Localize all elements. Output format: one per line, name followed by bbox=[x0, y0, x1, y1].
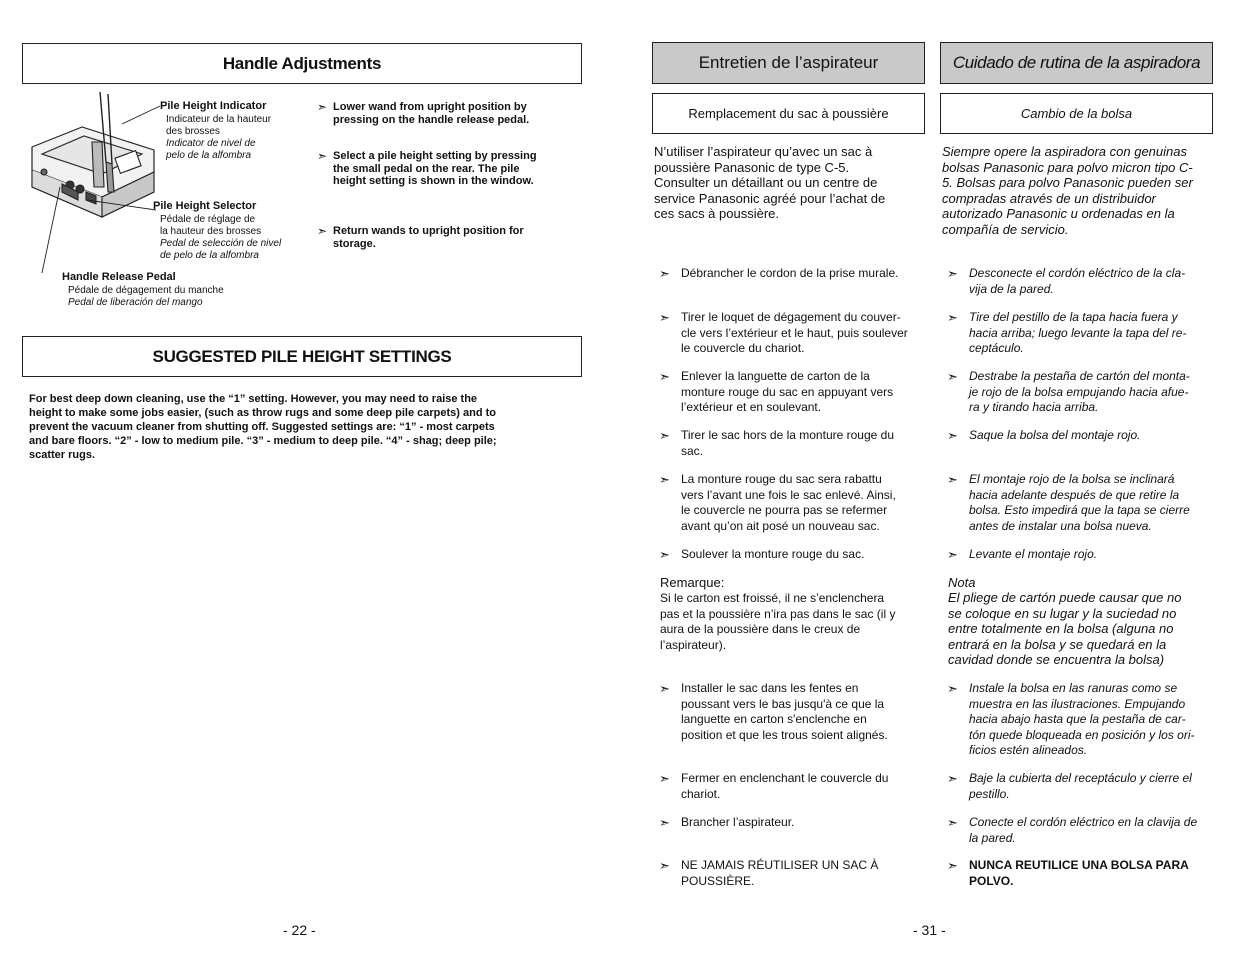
fr-note: Si le carton est froissé, il ne s’enclenchera pas et la poussière n’ira pas dans le sac (il y aura de la poussière dans le creux de l’aspirateur). bbox=[660, 591, 896, 652]
es-title: Cuidado de rutina de la aspiradora bbox=[952, 53, 1201, 72]
fr-subtitle: Remplacement du sac à poussière bbox=[688, 106, 889, 121]
fr-step-4: ➣ Tirer le sac hors de la monture rouge du sac. bbox=[659, 428, 894, 458]
arrow-bullet-icon: ➣ bbox=[947, 472, 958, 487]
handle-step-2: ➣ Select a pile height setting by pressing the small pedal on the rear. The pile height setting is shown in the window. bbox=[317, 149, 537, 187]
page-number-left: - 22 - bbox=[283, 922, 316, 938]
fr-step-9: ➣ Brancher l’aspirateur. bbox=[659, 815, 795, 830]
pile-settings-title: SUGGESTED PILE HEIGHT SETTINGS bbox=[152, 346, 452, 366]
es-step-1: ➣ Desconecte el cordón eléctrico de la cla- vija de la pared. bbox=[947, 266, 1186, 296]
fr-intro: N’utiliser l’aspirateur qu’avec un sac à poussière Panasonic de type C-5. Consulter un détaillant ou un centre de service Panasonic agréé pour l’achat de ces sacs à poussière. bbox=[654, 144, 886, 222]
handle-release-pedal-es: Pedal de liberación del mango bbox=[68, 297, 203, 308]
pile-height-selector-fr-2: la hauteur des brosses bbox=[160, 226, 262, 237]
es-step-2: ➣ Tire del pestillo de la tapa hacia fuera y hacia arriba; luego levante la tapa del re- ceptáculo. bbox=[947, 310, 1187, 356]
arrow-bullet-icon: ➣ bbox=[659, 369, 670, 384]
es-intro: Siempre opere la aspiradora con genuinas bolsas Panasonic para polvo micron tipo C- 5. Bolsas para polvo Panasonic pueden ser compradas através de un distribuidor autorizado Panasonic u ordenadas en la compañía de servicio. bbox=[942, 144, 1193, 237]
pile-height-selector-es-2: de pelo de la alfombra bbox=[160, 250, 259, 261]
pile-height-indicator-fr-2: des brosses bbox=[166, 126, 220, 137]
pile-height-selector-fr-1: Pédale de réglage de bbox=[160, 214, 256, 225]
pile-height-indicator-fr-1: Indicateur de la hauteur bbox=[166, 114, 272, 125]
handle-release-pedal-label: Handle Release Pedal bbox=[62, 271, 176, 283]
pile-height-indicator-es-1: Indicator de nivel de bbox=[166, 138, 256, 149]
pile-height-indicator-es-2: pelo de la alfombra bbox=[166, 150, 252, 161]
es-step-6: ➣ Levante el montaje rojo. bbox=[947, 547, 1098, 562]
es-note: El pliege de cartón puede causar que no se coloque en su lugar y la suciedad no entre totalmente en la bolsa (alguna no entrará en la bolsa y se quedará en la cavidad donde se encuentra la bolsa) bbox=[948, 590, 1182, 668]
arrow-bullet-icon: ➣ bbox=[659, 310, 670, 325]
es-step-10: ➣ NUNCA REUTILICE UNA BOLSA PARA POLVO. bbox=[947, 858, 1189, 888]
handle-release-pedal-fr: Pédale de dégagement du manche bbox=[68, 285, 224, 296]
pile-height-selector-es-1: Pedal de selección de nivel bbox=[160, 238, 282, 249]
fr-title-box bbox=[652, 42, 925, 84]
fr-step-5: ➣ La monture rouge du sac sera rabattu vers l’avant une fois le sac enlevé. Ainsi, le couvercle ne pourra pas se refermer avant qu’on ait posé un nouveau sac. bbox=[659, 472, 896, 533]
arrow-bullet-icon: ➣ bbox=[947, 858, 958, 873]
arrow-bullet-icon: ➣ bbox=[317, 149, 328, 163]
fr-step-8: ➣ Fermer en enclenchant le couvercle du chariot. bbox=[659, 771, 889, 801]
fr-step-2: ➣ Tirer le loquet de dégagement du couver- cle vers l’extérieur et le haut, puis soulever le couvercle du chariot. bbox=[659, 310, 908, 356]
pile-height-indicator-label: Pile Height Indicator bbox=[160, 100, 267, 112]
arrow-bullet-icon: ➣ bbox=[659, 472, 670, 487]
pile-settings-text: For best deep down cleaning, use the “1” setting. However, you may need to raise the height to make some jobs easier, (such as throw rugs and some deep pile carpets) and to prevent the vacuum cleaner from shutting off. Suggested settings are: “1” - most carpets and bare floors. “2” - low to medium pile. “3” - medium to deep pile. “4” - shag; deep pile; scatter rugs. bbox=[29, 393, 497, 461]
fr-subtitle-box bbox=[652, 93, 925, 134]
arrow-bullet-icon: ➣ bbox=[659, 681, 670, 696]
fr-title: Entretien de l’aspirateur bbox=[698, 53, 879, 72]
page-number-right: - 31 - bbox=[913, 922, 946, 938]
arrow-bullet-icon: ➣ bbox=[659, 815, 670, 830]
handle-adjustments-header bbox=[22, 43, 582, 84]
arrow-bullet-icon: ➣ bbox=[947, 428, 958, 443]
es-note-title: Nota bbox=[948, 575, 976, 590]
arrow-bullet-icon: ➣ bbox=[947, 310, 958, 325]
handle-step-1: ➣ Lower wand from upright position by pressing on the handle release pedal. bbox=[317, 100, 530, 126]
fr-step-6: ➣ Soulever la monture rouge du sac. bbox=[659, 547, 865, 562]
handle-step-3: ➣ Return wands to upright position for storage. bbox=[317, 224, 524, 250]
arrow-bullet-icon: ➣ bbox=[317, 224, 328, 238]
es-step-5: ➣ El montaje rojo de la bolsa se inclinará hacia adelante después de que retire la bolsa. Esto impedirá que la tapa se cierre antes de instalar una bolsa nueva. bbox=[947, 472, 1190, 533]
handle-adjustments-title: Handle Adjustments bbox=[222, 53, 382, 73]
es-step-7: ➣ Instale la bolsa en las ranuras como se muestra en las ilustraciones. Empujando hacia abajo hasta que la pestaña de car- tón quede bloqueada en posición y los ori- ficios estén alineados. bbox=[947, 681, 1195, 758]
arrow-bullet-icon: ➣ bbox=[947, 771, 958, 786]
arrow-bullet-icon: ➣ bbox=[659, 771, 670, 786]
fr-step-1: ➣ Débrancher le cordon de la prise murale. bbox=[659, 266, 899, 281]
fr-step-7: ➣ Installer le sac dans les fentes en poussant vers le bas jusqu'à ce que la languette en carton s'enclenche en position et que les trous soient alignés. bbox=[659, 681, 888, 742]
es-step-8: ➣ Baje la cubierta del receptáculo y cierre el pestillo. bbox=[947, 771, 1192, 801]
es-subtitle: Cambio de la bolsa bbox=[1020, 106, 1133, 121]
arrow-bullet-icon: ➣ bbox=[947, 266, 958, 281]
fr-note-title: Remarque: bbox=[660, 575, 725, 590]
arrow-bullet-icon: ➣ bbox=[317, 100, 328, 114]
arrow-bullet-icon: ➣ bbox=[947, 369, 958, 384]
pile-settings-header bbox=[22, 336, 582, 377]
es-step-3: ➣ Destrabe la pestaña de cartón del monta- je rojo de la bolsa empujando hacia afue- ra y tirando hacia arriba. bbox=[947, 369, 1190, 415]
arrow-bullet-icon: ➣ bbox=[659, 266, 670, 281]
es-step-9: ➣ Conecte el cordón eléctrico en la clavija de la pared. bbox=[947, 815, 1198, 845]
es-subtitle-box bbox=[940, 93, 1213, 134]
fr-step-3: ➣ Enlever la languette de carton de la monture rouge du sac en appuyant vers l’extérieur et en soulevant. bbox=[659, 369, 894, 415]
es-step-4: ➣ Saque la bolsa del montaje rojo. bbox=[947, 428, 1141, 443]
pile-height-selector-label: Pile Height Selector bbox=[153, 200, 257, 212]
arrow-bullet-icon: ➣ bbox=[947, 547, 958, 562]
arrow-bullet-icon: ➣ bbox=[947, 681, 958, 696]
es-title-box bbox=[940, 42, 1213, 84]
fr-step-10: ➣ NE JAMAIS RÉUTILISER UN SAC À POUSSIÈRE. bbox=[659, 858, 879, 888]
arrow-bullet-icon: ➣ bbox=[659, 858, 670, 873]
release-pedal-leader-line bbox=[40, 185, 62, 275]
arrow-bullet-icon: ➣ bbox=[947, 815, 958, 830]
arrow-bullet-icon: ➣ bbox=[659, 547, 670, 562]
arrow-bullet-icon: ➣ bbox=[659, 428, 670, 443]
